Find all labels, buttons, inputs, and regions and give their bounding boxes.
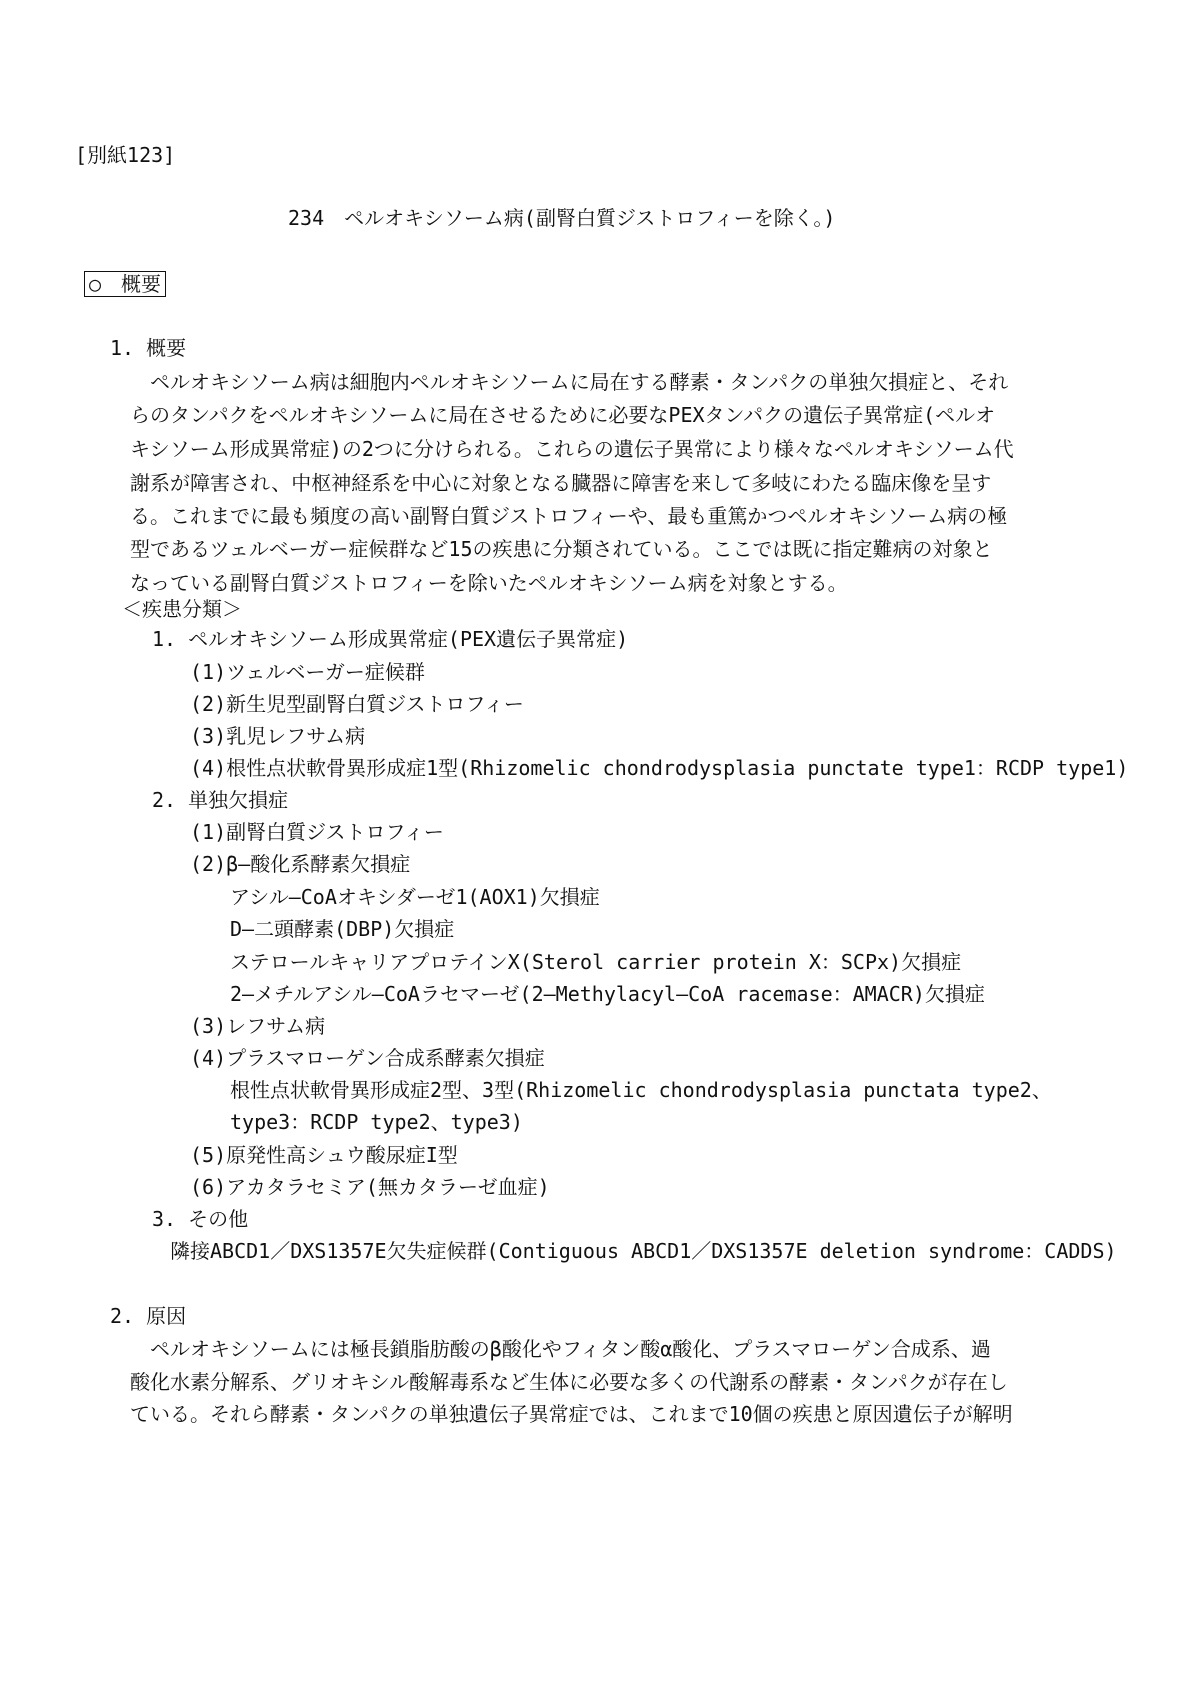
group-single: 2. 単独欠損症 (152, 788, 289, 812)
list-item: (4)根性点状軟骨異形成症1型(Rhizomelic chondrodysplasia punctate type1：RCDP type1) (190, 756, 1129, 780)
para-line: ペルオキシソームには極長鎖脂肪酸のβ酸化やフィタン酸α酸化、プラスマローゲン合成系、過 (150, 1337, 991, 1361)
para-line: 酸化水素分解系、グリオキシル酸解毒系など生体に必要な多くの代謝系の酵素・タンパクが存在し (130, 1370, 1008, 1394)
section-box-overview: ○ 概要 (84, 271, 166, 297)
list-item: (2)新生児型副腎白質ジストロフィー (190, 692, 524, 716)
list-item: (4)プラスマローゲン合成系酵素欠損症 (190, 1046, 545, 1070)
classification-heading: ＜疾患分類＞ (122, 597, 242, 621)
para-line: ペルオキシソーム病は細胞内ペルオキシソームに局在する酵素・タンパクの単独欠損症と、それ (150, 370, 1009, 394)
list-subitem: D―二頭酵素(DBP)欠損症 (230, 917, 455, 941)
section-1-heading: 1. 概要 (110, 336, 187, 360)
para-line: キシソーム形成異常症)の2つに分けられる。これらの遺伝子異常により様々なペルオキシソーム代 (130, 437, 1014, 461)
list-item: (1)ツェルベーガー症候群 (190, 660, 425, 684)
para-line: 謝系が障害され、中枢神経系を中心に対象となる臓器に障害を来して多岐にわたる臨床像を呈す (130, 471, 992, 495)
para-line: らのタンパクをペルオキシソームに局在させるために必要なPEXタンパクの遺伝子異常症(ペルオ (130, 403, 996, 427)
list-item: 隣接ABCD1／DXS1357E欠失症候群(Contiguous ABCD1／DXS1357E deletion syndrome：CADDS) (170, 1239, 1117, 1263)
group-pex: 1. ペルオキシソーム形成異常症(PEX遺伝子異常症) (152, 627, 629, 651)
section-2-heading: 2. 原因 (110, 1304, 187, 1328)
para-line: なっている副腎白質ジストロフィーを除いたペルオキシソーム病を対象とする。 (130, 571, 848, 595)
para-line: る。これまでに最も頻度の高い副腎白質ジストロフィーや、最も重篤かつペルオキシソーム病の極 (130, 504, 1008, 528)
document-title: 234 ペルオキシソーム病(副腎白質ジストロフィーを除く。) (288, 206, 836, 230)
list-item: (1)副腎白質ジストロフィー (190, 820, 444, 844)
list-subitem: type3：RCDP type2、type3) (230, 1110, 523, 1134)
para-line: 型であるツェルベーガー症候群など15の疾患に分類されている。ここでは既に指定難病の対象と (130, 537, 993, 561)
list-item: (6)アカタラセミア(無カタラーゼ血症) (190, 1175, 550, 1199)
attachment-label: [別紙123] (75, 143, 176, 167)
list-item: (2)β―酸化系酵素欠損症 (190, 852, 411, 876)
list-subitem: 根性点状軟骨異形成症2型、3型(Rhizomelic chondrodysplasia punctata type2、 (230, 1078, 1052, 1102)
list-subitem: ステロールキャリアプロテインX(Sterol carrier protein X：SCPx)欠損症 (230, 950, 962, 974)
list-subitem: アシル―CoAオキシダーゼ1(AOX1)欠損症 (230, 885, 600, 909)
list-subitem: 2―メチルアシル―CoAラセマーゼ(2―Methylacyl―CoA racemase：AMACR)欠損症 (230, 982, 985, 1006)
list-item: (3)レフサム病 (190, 1014, 326, 1038)
list-item: (5)原発性高シュウ酸尿症I型 (190, 1143, 458, 1167)
para-line: ている。それら酵素・タンパクの単独遺伝子異常症では、これまで10個の疾患と原因遺伝子が解明 (130, 1402, 1013, 1426)
group-other: 3. その他 (152, 1207, 249, 1231)
list-item: (3)乳児レフサム病 (190, 724, 366, 748)
